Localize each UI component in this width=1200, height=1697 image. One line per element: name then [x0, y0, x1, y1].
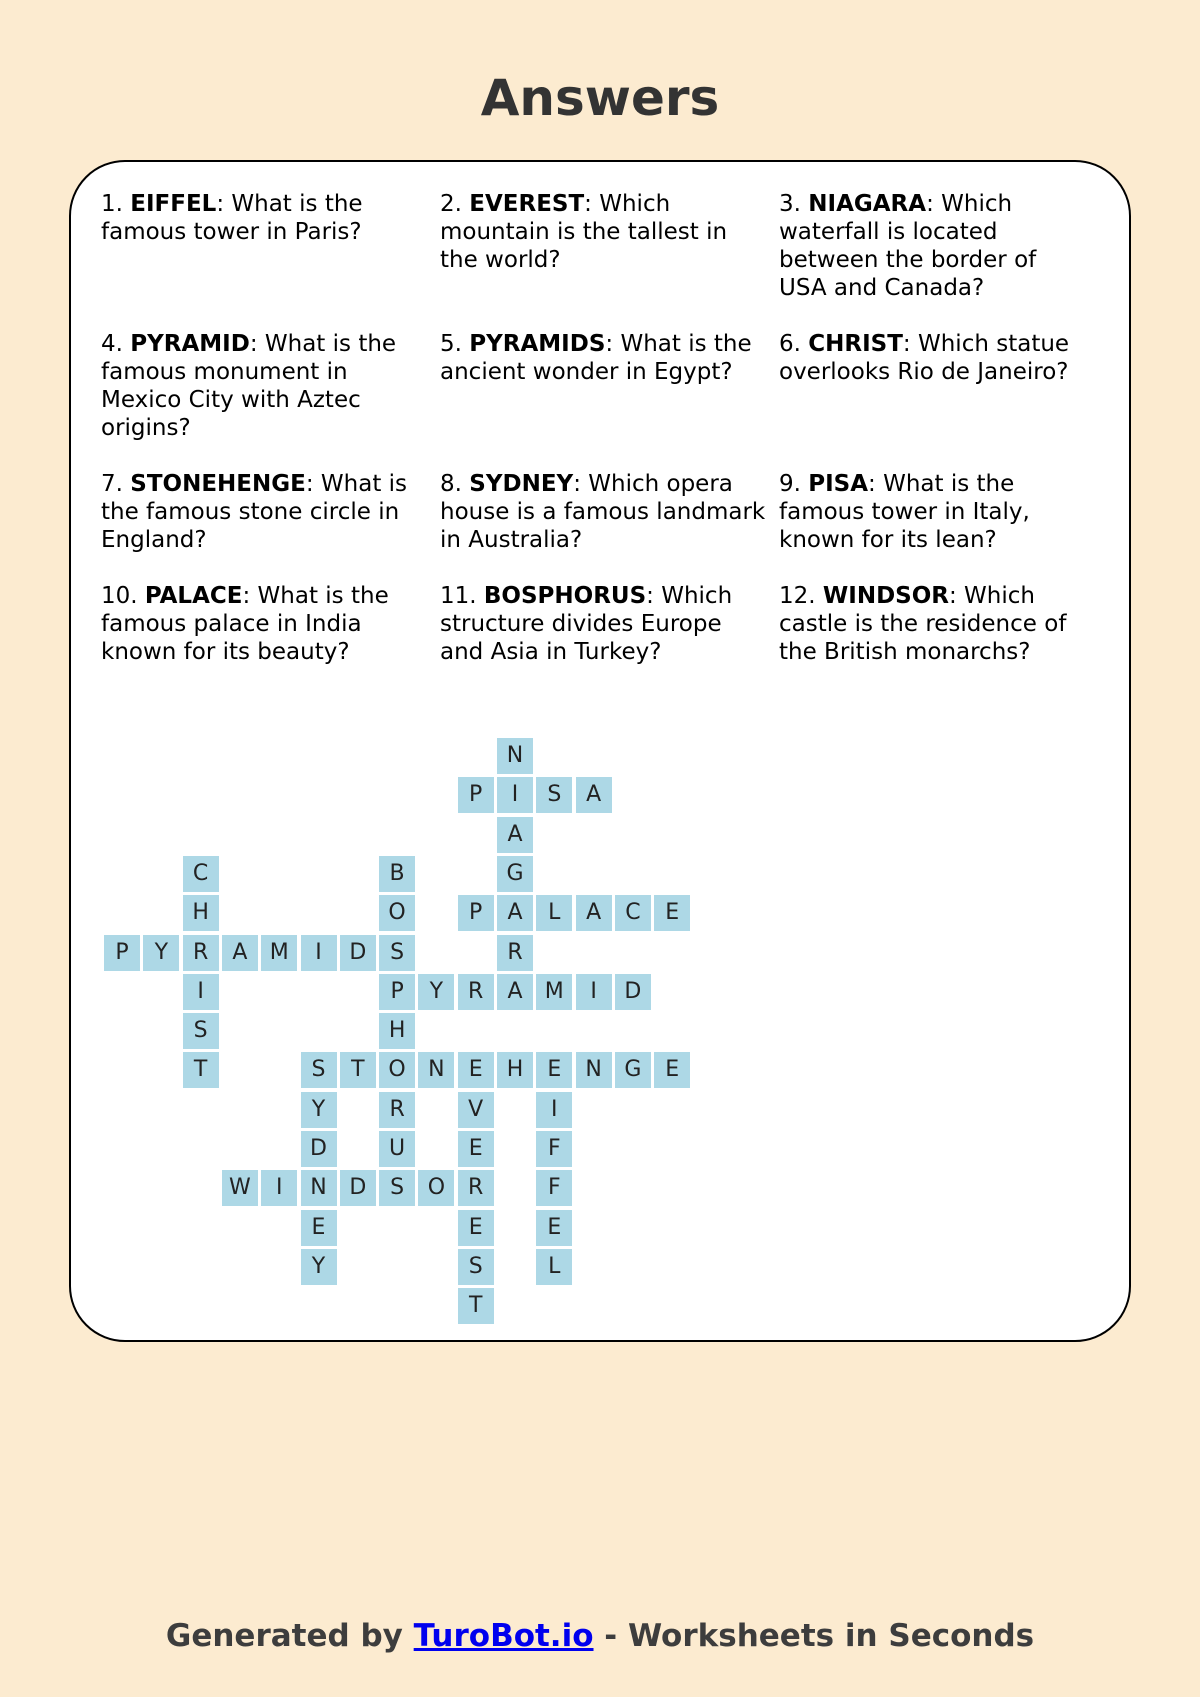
crossword-cell: I: [536, 1092, 572, 1128]
crossword-cell: O: [379, 1052, 415, 1088]
clue-number: 9.: [779, 471, 801, 497]
crossword-cell: E: [654, 1052, 690, 1088]
clue-number: 12.: [779, 583, 816, 609]
crossword-cell: D: [340, 935, 376, 971]
clue-answer: CHRIST: [808, 331, 903, 357]
crossword-cell: E: [536, 1210, 572, 1246]
crossword-cell: S: [536, 777, 572, 813]
answers-card: [69, 160, 1131, 1342]
crossword-cell: W: [222, 1170, 258, 1206]
clue-question: : What is the famous stone circle in England?: [101, 471, 408, 553]
crossword-cell: I: [497, 777, 533, 813]
crossword-cell: I: [183, 974, 219, 1010]
clue-number: 1.: [101, 191, 123, 217]
crossword-cell: E: [458, 1052, 494, 1088]
clue-question: : What is the famous monument in Mexico City with Aztec origins?: [101, 331, 397, 441]
clue-answer: BOSPHORUS: [483, 583, 647, 609]
crossword-cell: R: [379, 1092, 415, 1128]
crossword-cell: E: [301, 1210, 337, 1246]
crossword-cell: A: [576, 895, 612, 931]
crossword-cell: D: [615, 974, 651, 1010]
crossword-cell: B: [379, 856, 415, 892]
crossword-cell: O: [379, 895, 415, 931]
footer: [0, 1618, 1200, 1654]
crossword-cell: D: [340, 1170, 376, 1206]
clue-answer: EVEREST: [469, 191, 585, 217]
clue-question: : What is the famous tower in Italy, known for its lean?: [779, 471, 1030, 553]
clue-number: 7.: [101, 471, 123, 497]
crossword-cell: M: [536, 974, 572, 1010]
crossword-cell: I: [261, 1170, 297, 1206]
clue-answer: WINDSOR: [822, 583, 949, 609]
crossword-cell: A: [497, 895, 533, 931]
crossword-cell: H: [497, 1052, 533, 1088]
clue-answer: STONEHENGE: [130, 471, 306, 497]
crossword-cell: T: [340, 1052, 376, 1088]
crossword-cell: I: [301, 935, 337, 971]
crossword-cell: V: [458, 1092, 494, 1128]
crossword-cell: C: [615, 895, 651, 931]
crossword-cell: U: [379, 1131, 415, 1167]
crossword-cell: G: [615, 1052, 651, 1088]
clue-question: : What is the ancient wonder in Egypt?: [440, 331, 752, 385]
crossword-cell: L: [536, 1249, 572, 1285]
crossword-cell: P: [458, 895, 494, 931]
crossword-cell: S: [183, 1013, 219, 1049]
crossword-cell: T: [458, 1288, 494, 1324]
clue-number: 5.: [440, 331, 462, 357]
clue-question: : Which statue overlooks Rio de Janeiro?: [779, 331, 1070, 385]
crossword-cell: R: [458, 1170, 494, 1206]
crossword-cell: R: [183, 935, 219, 971]
clue-question: : Which structure divides Europe and Asia in Turkey?: [440, 583, 733, 665]
crossword-cell: P: [458, 777, 494, 813]
crossword-cell: A: [576, 777, 612, 813]
crossword-cell: A: [497, 817, 533, 853]
crossword-cell: E: [536, 1052, 572, 1088]
crossword-cell: F: [536, 1131, 572, 1167]
turobot-link[interactable]: TuroBot.io: [413, 1618, 594, 1654]
clue-question: : What is the famous tower in Paris?: [101, 191, 363, 245]
crossword-cell: O: [418, 1170, 454, 1206]
clue-question: : Which mountain is the tallest in the world?: [440, 191, 728, 273]
clue-answer: PYRAMIDS: [469, 331, 606, 357]
crossword-cell: Y: [301, 1092, 337, 1128]
clue-answer: EIFFEL: [130, 191, 217, 217]
crossword-cell: C: [183, 856, 219, 892]
clue-answer: PYRAMID: [130, 331, 250, 357]
clue-question: : Which castle is the residence of the British monarchs?: [779, 583, 1067, 665]
crossword-cell: H: [183, 895, 219, 931]
crossword-cell: T: [183, 1052, 219, 1088]
crossword-cell: N: [497, 738, 533, 774]
crossword-cell: R: [497, 935, 533, 971]
crossword-cell: Y: [301, 1249, 337, 1285]
clue-number: 3.: [779, 191, 801, 217]
crossword-cell: Y: [418, 974, 454, 1010]
crossword-cell: G: [497, 856, 533, 892]
crossword-cell: E: [458, 1131, 494, 1167]
clue-number: 2.: [440, 191, 462, 217]
clue-question: : What is the famous palace in India known for its beauty?: [101, 583, 389, 665]
crossword-cell: E: [458, 1210, 494, 1246]
crossword-cell: S: [379, 1170, 415, 1206]
crossword-cell: L: [536, 895, 572, 931]
crossword-cell: P: [379, 974, 415, 1010]
crossword-cell: S: [379, 935, 415, 971]
crossword-cell: F: [536, 1170, 572, 1206]
footer-prefix: Generated by: [165, 1618, 414, 1654]
crossword-cell: M: [261, 935, 297, 971]
clue-answer: SYDNEY: [469, 471, 574, 497]
crossword-cell: N: [576, 1052, 612, 1088]
crossword-cell: R: [458, 974, 494, 1010]
clue-question: : Which opera house is a famous landmark in Australia?: [440, 471, 766, 553]
crossword-cell: S: [458, 1249, 494, 1285]
crossword-cell: A: [222, 935, 258, 971]
crossword-cell: I: [576, 974, 612, 1010]
clue-number: 6.: [779, 331, 801, 357]
crossword-cell: A: [497, 974, 533, 1010]
crossword-cell: S: [301, 1052, 337, 1088]
clue-question: : Which waterfall is located between the border of USA and Canada?: [779, 191, 1037, 301]
clue-number: 8.: [440, 471, 462, 497]
clue-number: 4.: [101, 331, 123, 357]
crossword-cell: P: [104, 935, 140, 971]
clue-number: 10.: [101, 583, 138, 609]
clue-answer: PALACE: [144, 583, 243, 609]
clue-answer: PISA: [808, 471, 869, 497]
crossword-cell: N: [418, 1052, 454, 1088]
crossword-cell: D: [301, 1131, 337, 1167]
clue-answer: NIAGARA: [808, 191, 927, 217]
footer-suffix: - Worksheets in Seconds: [593, 1618, 1035, 1654]
crossword-cell: E: [654, 895, 690, 931]
page-title: Answers: [480, 69, 720, 127]
clue-number: 11.: [440, 583, 477, 609]
crossword-grid: [71, 162, 1133, 1344]
crossword-cell: H: [379, 1013, 415, 1049]
crossword-cell: N: [301, 1170, 337, 1206]
crossword-cell: Y: [143, 935, 179, 971]
